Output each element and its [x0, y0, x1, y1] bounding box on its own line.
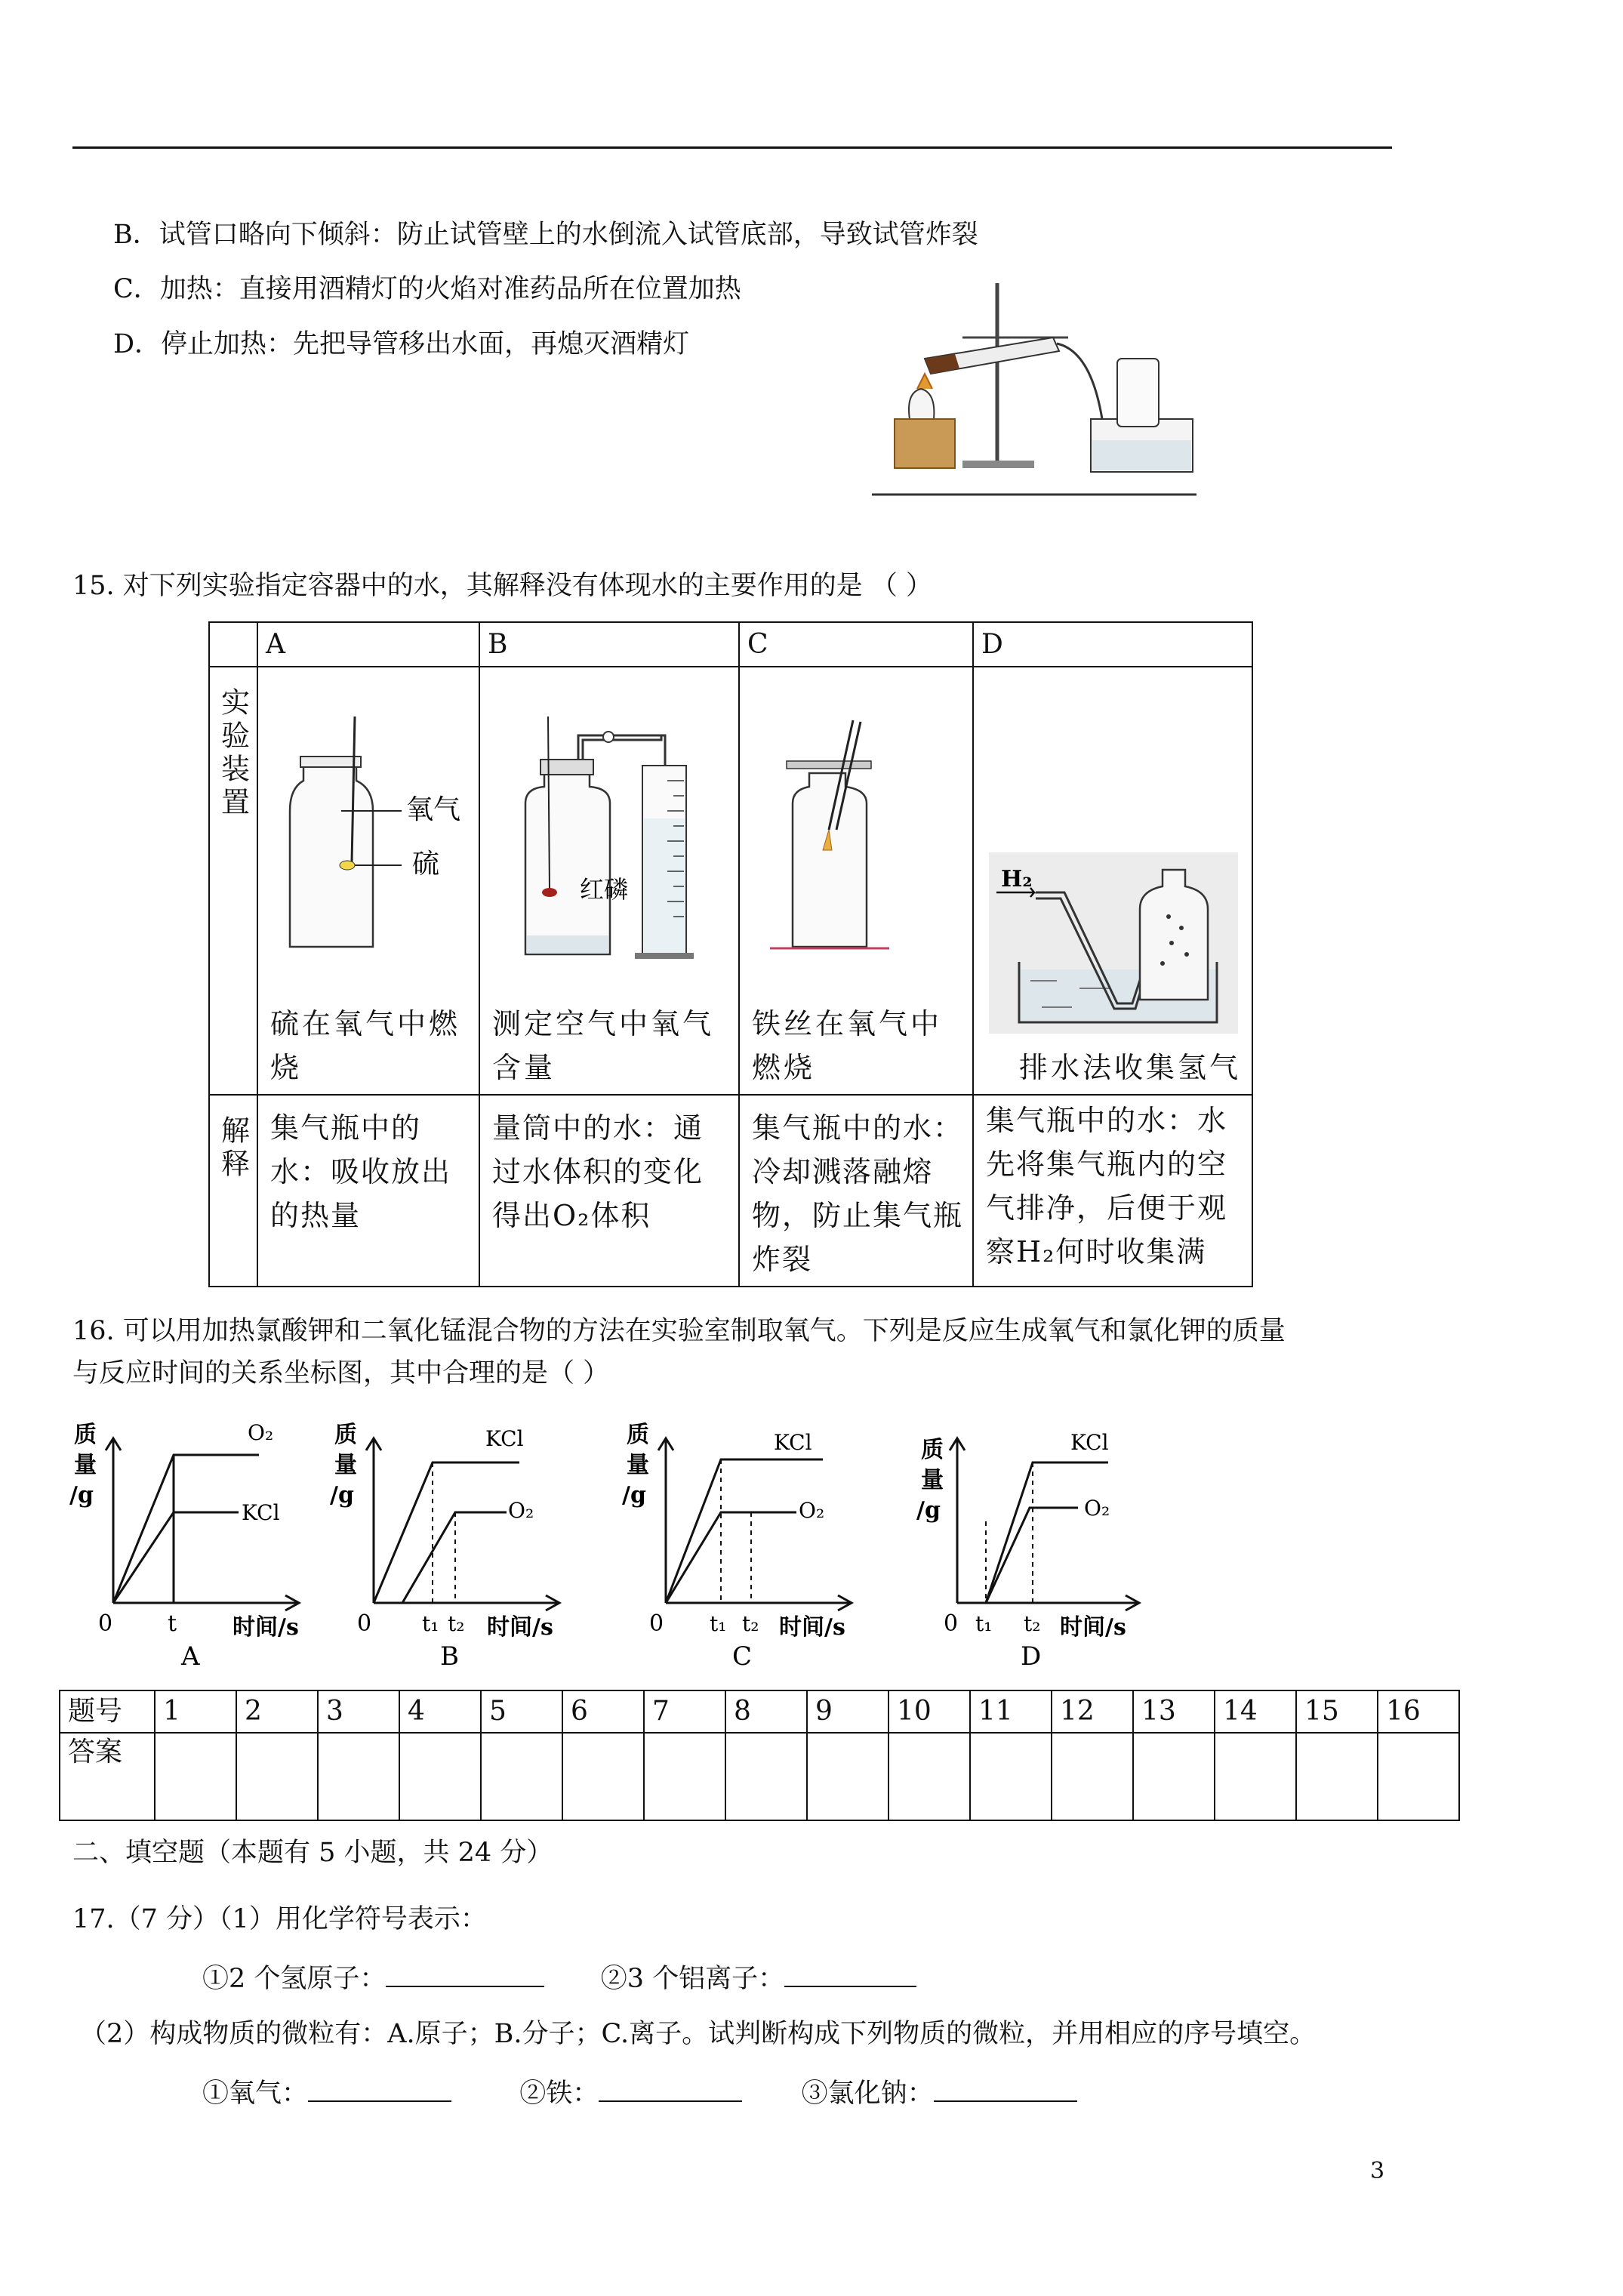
question-number: 6: [562, 1690, 644, 1733]
q16-question-line1: 16. 可以用加热氯酸钾和二氧化锰混合物的方法在实验室制取氧气。下列是反应生成氧气和氯化钾的质量: [72, 1316, 1286, 1346]
q17-item2-label: ②3 个铝离子：: [600, 1964, 785, 1994]
q15-cell-device-a: [257, 667, 479, 1095]
graph-d-ylabel-3: /g: [916, 1497, 941, 1524]
graph-a: [69, 1420, 299, 1672]
question-number: 14: [1215, 1690, 1296, 1733]
question-number: 2: [236, 1690, 318, 1733]
question-number: 11: [970, 1690, 1052, 1733]
answer-cell[interactable]: [644, 1733, 725, 1820]
question-number: 8: [725, 1690, 807, 1733]
sulfur-label: 硫: [412, 849, 440, 880]
q15-explanation-c: 集气瓶中的水：冷却溅落融熔物，防止集气瓶炸裂: [752, 1111, 964, 1276]
answer-cell[interactable]: [1215, 1733, 1296, 1820]
answer-cell[interactable]: [481, 1733, 562, 1820]
question-number: 1: [155, 1690, 236, 1733]
q15-caption-d: 排水法收集氢气: [1019, 1051, 1242, 1084]
answer-blank[interactable]: [599, 2075, 742, 2102]
answer-blank[interactable]: [784, 1960, 916, 1987]
graph-d-xlabel: 时间/s: [1060, 1614, 1126, 1641]
answer-table: [59, 1690, 1460, 1821]
question-number: 12: [1052, 1690, 1133, 1733]
q16-question-line2: 与反应时间的关系坐标图，其中合理的是（ ）: [72, 1358, 610, 1388]
answer-cell[interactable]: [1052, 1733, 1133, 1820]
graph-c-upper-label: KCl: [774, 1430, 812, 1455]
answer-blank[interactable]: [308, 2075, 451, 2102]
graph-a-origin: 0: [98, 1610, 113, 1637]
question-number: 5: [481, 1690, 562, 1733]
q15-explanation-b: 量筒中的水：通过水体积的变化得出O₂体积: [492, 1111, 704, 1232]
graph-a-ylabel-2: 量: [74, 1452, 97, 1478]
answer-table-row1-label: 题号: [60, 1690, 155, 1733]
answer-blank[interactable]: [386, 1960, 544, 1987]
q15-caption-b: 测定空气中氧气含量: [492, 1007, 715, 1084]
red-phosphorus-label: 红磷: [580, 875, 629, 904]
graph-b-origin: 0: [357, 1610, 372, 1637]
q17-item-hydrogen-atoms: [202, 1960, 916, 1996]
section-2-heading: 二、填空题（本题有 5 小题，共 24 分）: [72, 1838, 553, 1868]
graph-d: [916, 1430, 1139, 1672]
graph-b-xlabel: 时间/s: [487, 1614, 553, 1641]
graph-a-upper-label: O₂: [248, 1420, 274, 1445]
q15-cell-device-d: [973, 667, 1252, 1095]
graph-d-letter: D: [1021, 1641, 1042, 1672]
graph-c-xlabel: 时间/s: [779, 1614, 845, 1641]
graph-b-ylabel-2: 量: [334, 1452, 357, 1478]
question-number: 3: [318, 1690, 399, 1733]
q17-item3-label: ①氧气：: [202, 2079, 309, 2109]
graph-b: [330, 1422, 559, 1672]
q15-caption-c: 铁丝在氧气中燃烧: [752, 1007, 943, 1084]
answer-cell[interactable]: [1296, 1733, 1378, 1820]
graph-a-tick-t: t: [168, 1610, 177, 1637]
graph-d-origin: 0: [944, 1610, 959, 1637]
graph-a-xlabel: 时间/s: [233, 1614, 299, 1641]
page-number: 3: [1370, 2158, 1385, 2184]
answer-table-row2-label: 答案: [60, 1733, 155, 1820]
graph-b-tick-t2: t₂: [448, 1611, 465, 1636]
answer-cell[interactable]: [807, 1733, 888, 1820]
graph-a-ylabel-3: /g: [69, 1482, 94, 1509]
graph-d-lower-label: O₂: [1084, 1496, 1110, 1521]
question-number: 16: [1378, 1690, 1459, 1733]
graph-a-letter: A: [181, 1641, 200, 1672]
answer-cell[interactable]: [562, 1733, 644, 1820]
graph-d-tick-t2: t₂: [1024, 1611, 1041, 1636]
graph-c-tick-t1: t₁: [710, 1611, 727, 1636]
answer-blank[interactable]: [934, 2075, 1077, 2102]
graph-a-lower-label: KCl: [242, 1500, 280, 1525]
graph-b-tick-t1: t₁: [422, 1611, 439, 1636]
q15-col-header-a: A: [266, 629, 285, 660]
q17-item4-label: ②铁：: [519, 2079, 599, 2109]
q15-col-header-c: C: [747, 629, 768, 660]
answer-cell[interactable]: [318, 1733, 399, 1820]
answer-cell[interactable]: [399, 1733, 481, 1820]
q15-explanation-d: 集气瓶中的水：水先将集气瓶内的空气排净，后便于观察H₂何时收集满: [986, 1104, 1228, 1268]
graph-d-ylabel-2: 量: [921, 1467, 944, 1493]
q15-caption-a: 硫在氧气中燃烧: [270, 1007, 461, 1084]
graph-c-ylabel-1: 质: [627, 1422, 649, 1448]
graph-c-origin: 0: [649, 1610, 664, 1637]
graph-d-upper-label: KCl: [1070, 1430, 1109, 1455]
hydrogen-collection-illustration: [974, 667, 1252, 1094]
answer-cell[interactable]: [1133, 1733, 1215, 1820]
q17-line1: 17.（7 分）（1）用化学符号表示：: [72, 1904, 487, 1934]
graph-a-ylabel-1: 质: [74, 1422, 97, 1448]
graph-b-ylabel-3: /g: [330, 1482, 354, 1509]
q14-option-c: C．加热：直接用酒精灯的火焰对准药品所在位置加热: [113, 274, 741, 304]
graph-b-ylabel-1: 质: [334, 1422, 357, 1448]
q16-graphs: [66, 1408, 1153, 1676]
graph-d-tick-t1: t₁: [975, 1611, 993, 1636]
question-number: 15: [1296, 1690, 1378, 1733]
oxygen-label: 氧气: [406, 794, 461, 825]
answer-cell[interactable]: [888, 1733, 970, 1820]
graph-c-tick-t2: t₂: [742, 1611, 759, 1636]
oxygen-apparatus-illustration: [872, 268, 1196, 498]
graph-b-letter: B: [440, 1641, 459, 1672]
answer-cell[interactable]: [970, 1733, 1052, 1820]
q14-option-d: D．停止加热：先把导管移出水面，再熄灭酒精灯: [113, 329, 690, 359]
q15-row-label-explain: 解释: [216, 1115, 250, 1182]
question-number: 4: [399, 1690, 481, 1733]
q15-question: 15. 对下列实验指定容器中的水，其解释没有体现水的主要作用的是 （ ）: [72, 571, 933, 601]
graph-b-upper-label: KCl: [485, 1426, 524, 1451]
q15-row-label-device: 实验装置: [216, 687, 250, 820]
q15-table: [208, 621, 1253, 1287]
question-number: 7: [644, 1690, 725, 1733]
question-number: 9: [807, 1690, 888, 1733]
q17-items-particles: [202, 2075, 1077, 2110]
header-rule: [72, 146, 1392, 149]
graph-c-ylabel-3: /g: [622, 1482, 646, 1509]
graph-c-ylabel-2: 量: [627, 1452, 649, 1478]
q15-cell-device-c: [739, 667, 973, 1095]
q17-line2: （2）构成物质的微粒有：A.原子；B.分子；C.离子。试判断构成下列物质的微粒，并用相应的序号填空。: [80, 2019, 1317, 2049]
q15-cell-device-b: [479, 667, 739, 1095]
graph-b-lower-label: O₂: [508, 1498, 534, 1523]
answer-cell[interactable]: [1378, 1733, 1459, 1820]
graph-c-lower-label: O₂: [799, 1498, 825, 1523]
q15-corner-cell: [209, 622, 257, 667]
answer-cell[interactable]: [236, 1733, 318, 1820]
q14-option-b: B．试管口略向下倾斜：防止试管壁上的水倒流入试管底部，导致试管炸裂: [113, 220, 978, 250]
q17-item5-label: ③氯化钠：: [801, 2079, 934, 2109]
answer-cell[interactable]: [725, 1733, 807, 1820]
graph-c-letter: C: [732, 1641, 753, 1672]
graph-d-ylabel-1: 质: [921, 1437, 944, 1463]
q15-col-header-d: D: [981, 629, 1003, 660]
q15-col-header-b: B: [488, 629, 508, 660]
answer-cell[interactable]: [155, 1733, 236, 1820]
question-number: 13: [1133, 1690, 1215, 1733]
question-number: 10: [888, 1690, 970, 1733]
h2-label: H₂: [1001, 866, 1033, 892]
q15-explanation-a: 集气瓶中的水：吸收放出的热量: [270, 1111, 452, 1232]
q17-item1-label: ①2 个氢原子：: [202, 1964, 387, 1994]
graph-c: [622, 1422, 852, 1672]
